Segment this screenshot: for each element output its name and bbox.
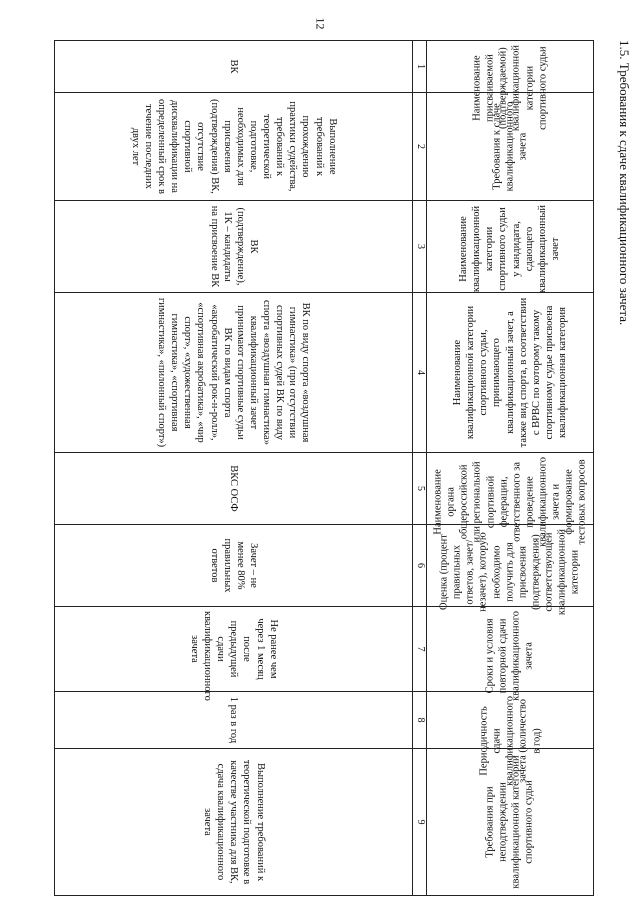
table-cell: 1 раз в год: [55, 692, 414, 749]
header-cell: Оценка (процент правильных ответов, зачет/незачет), которую необходимо получить для присвоения (подтверждения) соответствующей квалификационной категории: [427, 525, 594, 607]
header-cell: Наименование присваиваемой (подтверждаемой) квалификационной категории спортивного судьи: [427, 41, 594, 93]
column-number-row: [413, 41, 427, 896]
section-heading: 1.5. Требования к сдаче квалификационного зачета.: [617, 40, 632, 326]
header-row: [427, 41, 594, 896]
header-cell: Требования к сдаче квалификационного зачета: [427, 93, 594, 201]
header-cell: Наименование органа общероссийской или региональной спортивной федерации, ответственного за проведение квалификационного зачета и формирование тестовых вопросов: [427, 453, 594, 525]
table-cell: Выполнение требований к теоретической подготовке в качестве участника для ВК, сдача квалификационного зачета: [55, 749, 414, 896]
table-cell: ВК по виду спорта «воздушная гимнастика» (при отсутствии спортивных судей ВК по виду спорта «воздушная гимнастика» квалификационный зачет принимают спортивные судьи ВК по видам спорта «акробатический рок-н-ролл», «спортивная акробатика», «чир спорт», «художественная гимнастика», «спортивная гимнастика», «пилонный спорт»): [55, 293, 414, 453]
column-number: 6: [413, 525, 427, 607]
column-number: 9: [413, 749, 427, 896]
table-cell: Зачет – не менее 80% правильных ответов: [55, 525, 414, 607]
rotated-page-content: [54, 40, 632, 895]
column-number: 1: [413, 41, 427, 93]
table-cell: ВКС ОСФ: [55, 453, 414, 525]
column-number: 7: [413, 607, 427, 692]
header-cell: Периодичность сдачи квалификационного зачета (количество в год): [427, 692, 594, 749]
table-row: [55, 41, 414, 896]
table-cell: Не ранее чем через 1 месяц после предыдущей сдачи квалификационного зачета: [55, 607, 414, 692]
column-number: 8: [413, 692, 427, 749]
column-number: 2: [413, 93, 427, 201]
page-number: 12: [313, 17, 328, 30]
table-cell: ВК: [55, 41, 414, 93]
table-cell: ВК (подтверждение), 1К – кандидаты на присвоение ВК: [55, 201, 414, 293]
column-number: 5: [413, 453, 427, 525]
table-cell: Выполнение требований к прохождению практики судейства, требований к теоретической подготовке, необходимых для присвоения (подтверждения) ВК, отсутствие спортивной дисквалификации на определенный срок в течение последних двух лет: [55, 93, 414, 201]
qualification-requirements-table: [54, 40, 594, 896]
column-number: 4: [413, 293, 427, 453]
header-cell: Требования при неподтверждении квалификационной категории спортивного судьи: [427, 749, 594, 896]
column-number: 3: [413, 201, 427, 293]
header-cell: Сроки и условия повторной сдачи квалификационного зачета: [427, 607, 594, 692]
header-cell: Наименование квалификационной категории спортивного судьи у кандидата, сдающего квалификационный зачет: [427, 201, 594, 293]
header-cell: Наименование квалификационной категории спортивного судьи, принимающего квалификационный зачет, а также вид спорта, в соответствии с ВРВС по которому такому спортивному судье присвоена квалификационная категория: [427, 293, 594, 453]
